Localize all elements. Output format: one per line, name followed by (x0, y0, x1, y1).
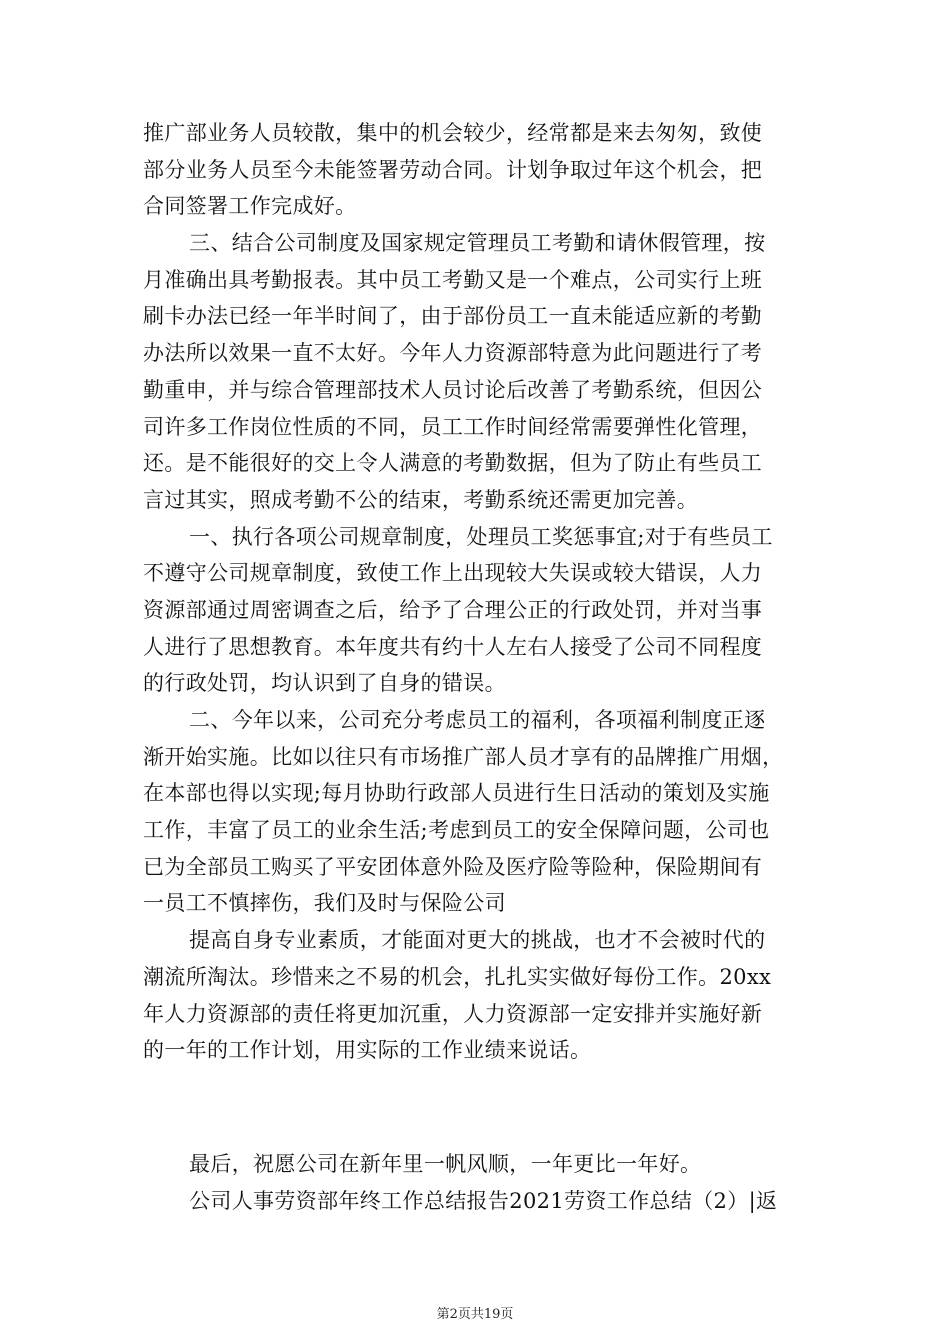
text-line: 年人力资源部的责任将更加沉重，人力资源部一定安排并实施好新 (143, 1001, 763, 1026)
text-line: 三、结合公司制度及国家规定管理员工考勤和请休假管理，按 (189, 231, 766, 256)
text-line: 资源部通过周密调查之后，给予了合理公正的行政处罚，并对当事 (143, 597, 763, 622)
text-line: 人进行了思想教育。本年度共有约十人左右人接受了公司不同程度 (143, 634, 763, 659)
text-line: 合同签署工作完成好。 (143, 194, 357, 219)
paragraph-3 (143, 519, 808, 702)
text-line: 部分业务人员至今未能签署劳动合同。计划争取过年这个机会，把 (143, 157, 763, 182)
text-line: 司许多工作岗位性质的不同，员工工作时间经常需要弹性化管理， (143, 414, 763, 439)
text-line: 一员工不慎摔伤，我们及时与保险公司 (143, 891, 506, 916)
text-line: 在本部也得以实现;每月协助行政部人员进行生日活动的策划及实施 (143, 781, 770, 806)
text-line: 不遵守公司规章制度，致使工作上出现较大失误或较大错误，人力 (143, 561, 763, 586)
text-line: 一、执行各项公司规章制度，处理员工奖惩事宜;对于有些员工 (189, 524, 773, 549)
page-number-footer: 第2页共19页 (436, 1307, 514, 1322)
text-line: 渐开始实施。比如以往只有市场推广部人员才享有的品牌推广用烟， (143, 744, 784, 769)
paragraph-2 (143, 225, 808, 519)
text-line: 言过其实，照成考勤不公的结束，考勤系统还需更加完善。 (143, 487, 699, 512)
text-line: 还。是不能很好的交上令人满意的考勤数据，但为了防止有些员工 (143, 451, 763, 476)
text-line: 推广部业务人员较散，集中的机会较少，经常都是来去匆匆，致使 (143, 121, 763, 145)
text-line: 工作，丰富了员工的业余生活;考虑到员工的安全保障问题，公司也 (143, 818, 770, 843)
text-line: 勤重申，并与综合管理部技术人员讨论后改善了考勤系统，但因公 (143, 377, 763, 402)
related-title-link[interactable]: 公司人事劳资部年终工作总结报告2021劳资工作总结（2）|返 (189, 1188, 778, 1213)
text-line: 的行政处罚，均认识到了自身的错误。 (143, 671, 506, 696)
document-body (143, 115, 808, 1069)
text-line: 办法所以效果一直不太好。今年人力资源部特意为此问题进行了考 (143, 341, 763, 366)
text-line: 提高自身专业素质，才能面对更大的挑战，也才不会被时代的 (189, 928, 766, 953)
paragraph-4 (143, 702, 808, 922)
text-line: 已为全部员工购买了平安团体意外险及医疗险等险种，保险期间有 (143, 854, 763, 879)
text-line: 的一年的工作计划，用实际的工作业绩来说话。 (143, 1038, 592, 1063)
text-line: 刷卡办法已经一年半时间了，由于部份员工一直未能适应新的考勤 (143, 304, 763, 329)
paragraph-5 (143, 922, 808, 1069)
text-line: 潮流所淘汰。珍惜来之不易的机会，扎扎实实做好每份工作。20xx (143, 964, 772, 989)
closing-wish: 最后，祝愿公司在新年里一帆风顺，一年更比一年好。 (189, 1152, 702, 1176)
text-line: 月准确出具考勤报表。其中员工考勤又是一个难点，公司实行上班 (143, 267, 763, 292)
closing-section (143, 1146, 808, 1219)
text-line: 二、今年以来，公司充分考虑员工的福利，各项福利制度正逐 (189, 708, 766, 732)
paragraph-1 (143, 115, 808, 225)
